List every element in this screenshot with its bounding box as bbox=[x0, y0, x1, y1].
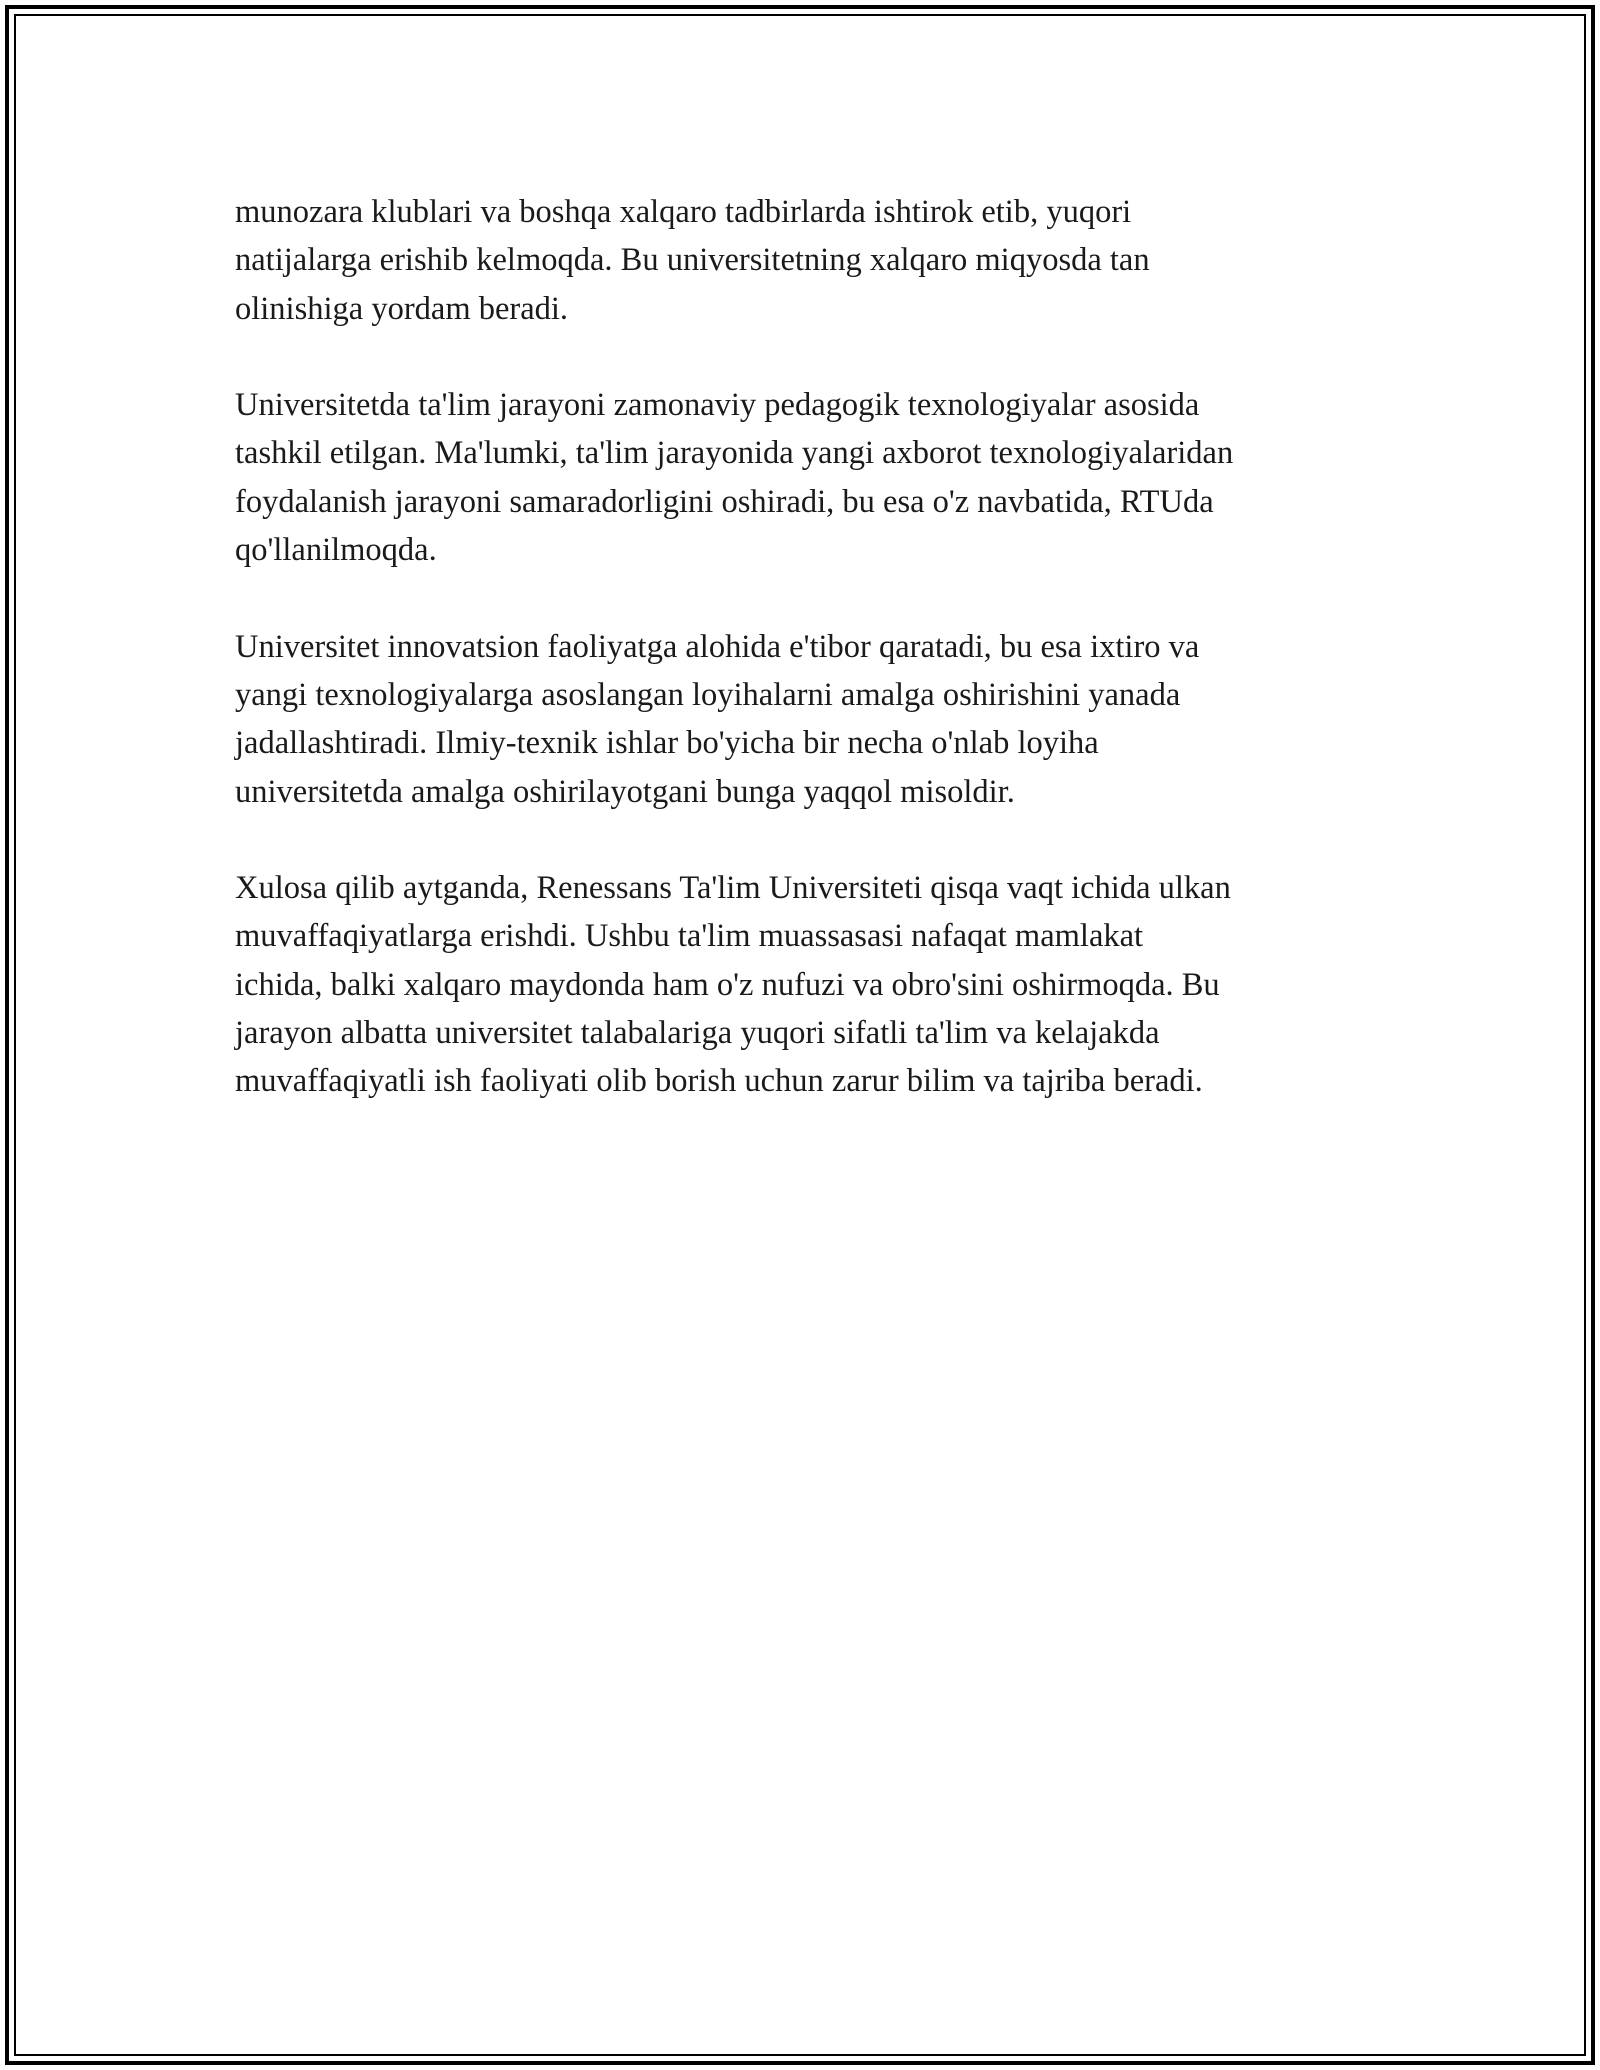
paragraph-2: Universitetda ta'lim jarayoni zamonaviy pedagogik texnologiyalar asosida tashkil etilgan. Ma'lumki, ta'lim jarayonida yangi axborot texnologiyalaridan foydalanish jarayoni samaradorligini oshiradi, bu esa o'z navbatida, RTUda qo'llanilmoqda. bbox=[235, 387, 1234, 569]
paragraph-3: Universitet innovatsion faoliyatga alohida e'tibor qaratadi, bu esa ixtiro va yangi texnologiyalarga asoslangan loyihalarni amalga oshirishini yanada jadallashtiradi. Ilmiy-texnik ishlar bo'yicha bir necha o'nlab loyiha universitetda amalga oshirilayotgani bunga yaqqol misoldir. bbox=[235, 628, 1200, 810]
paragraph-1: munozara klublari va boshqa xalqaro tadbirlarda ishtirok etib, yuqori natijalarga erishib kelmoqda. Bu universitetning xalqaro miqyosda tan olinishiga yordam beradi. bbox=[235, 194, 1150, 327]
paragraph-4: Xulosa qilib aytganda, Renessans Ta'lim Universiteti qisqa vaqt ichida ulkan muvaffaqiyatlarga erishdi. Ushbu ta'lim muassasasi nafaqat mamlakat ichida, balki xalqaro maydonda ham o'z nufuzi va obro'sini oshirmoqda. Bu jarayon albatta universitet talabalariga yuqori sifatli ta'lim va kelajakda muvaffaqiyatli ish faoliyati olib borish uchun zarur bilim va tajriba beradi. bbox=[235, 870, 1231, 1100]
document-body bbox=[235, 188, 1395, 1106]
